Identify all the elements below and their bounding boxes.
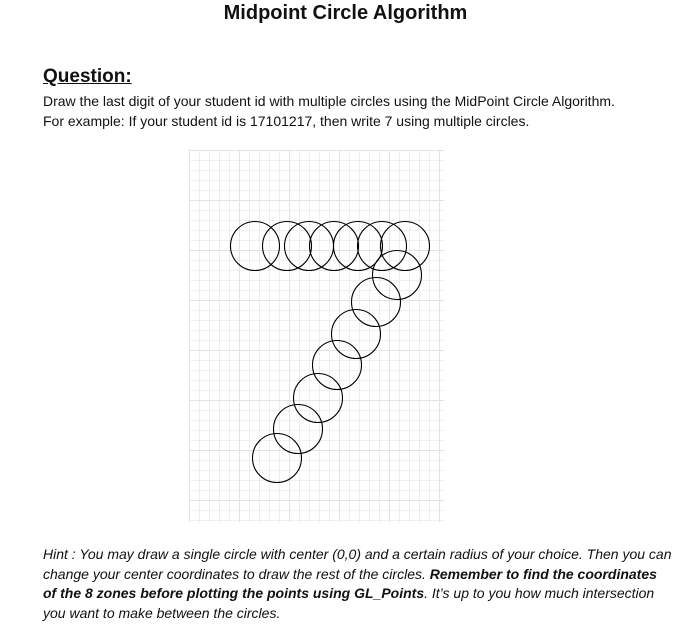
circle-shape [263,222,312,271]
question-line-1: Draw the last digit of your student id with multiple circles using the MidPoint Circle Algorithm. [43,93,615,109]
circle-shape [373,251,422,300]
grid-canvas [189,150,444,522]
document-title: Midpoint Circle Algorithm [223,2,468,24]
question-heading: Question: [43,66,132,87]
hint-paragraph [43,545,673,623]
hint-text-2: . It’s up to you how much intersection you want to make between the circles. [43,585,655,621]
circle-seven-figure [189,150,444,527]
question-text [43,91,615,131]
hint-text-1: Hint : You may draw a single circle with center (0,0) and a certain radius of your choice. Then you can change your center coordinates to draw the rest of the circles. [43,546,672,582]
grid-lines [189,150,444,522]
question-line-2: For example: If your student id is 17101217, then write 7 using multiple circles. [43,113,530,129]
hint-bold-text: Remember to find the coordinates of the 8 zones before plotting the points using GL_Points [43,565,657,601]
circle-shape [381,222,430,271]
circle-shape [231,222,280,271]
